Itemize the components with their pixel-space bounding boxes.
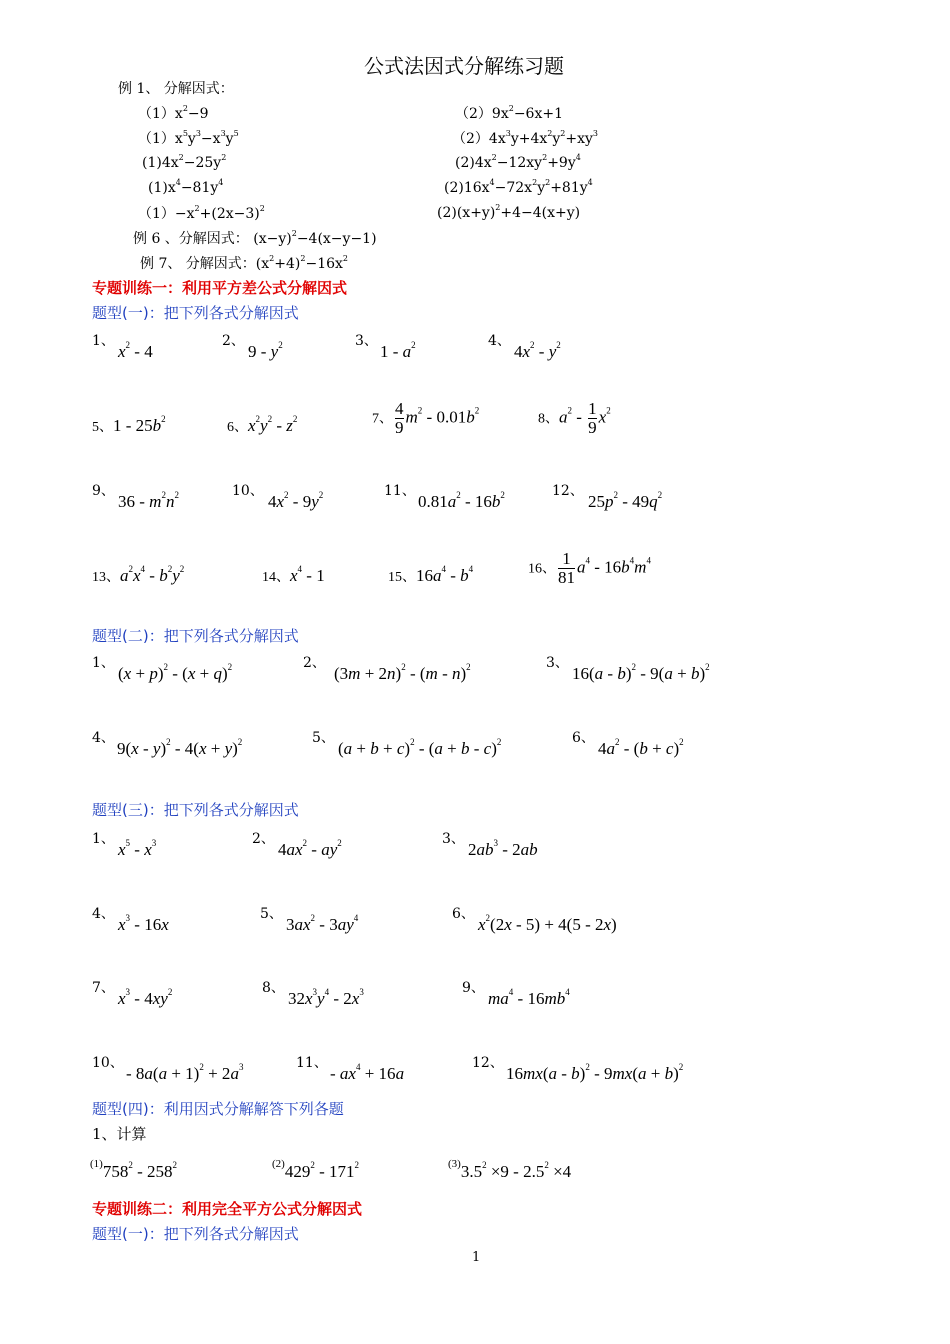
q-number: 1、 xyxy=(92,333,115,349)
question-type-3: 题型(三)：把下列各式分解因式 xyxy=(92,801,299,819)
q-number: 3、 xyxy=(442,831,465,847)
q-number: 7、 xyxy=(92,980,115,996)
expression: $x^5 - x^3$ xyxy=(118,838,157,859)
expression: - $ax^4 + 16a$ xyxy=(330,1062,405,1083)
expression: $2ab^3 - 2ab$ xyxy=(468,838,538,859)
expression: $(a + b + c)^2 - (a + b - c)^2$ xyxy=(338,737,502,758)
q-number: 9、 xyxy=(462,980,485,996)
expression: $4x^2 - y^2$ xyxy=(514,340,561,361)
q13: 13、$a^2x^4 - b^2y^2$ xyxy=(92,564,185,585)
q-number: 5、 xyxy=(312,730,335,746)
example-5-2: $(2)(x+y)^2+4-4(x+y)$ xyxy=(437,203,581,221)
example-2-1: $(1)x^5y^3-x^3y^5$ xyxy=(138,129,239,147)
q16: 16、 $\frac{1}{81}$ $a^4 - 16b^4m^4$ xyxy=(528,549,651,587)
expression: $16(a - b)^2 - 9(a + b)^2$ xyxy=(572,662,710,683)
q15: 15、$16a^4 - b^4$ xyxy=(388,564,474,585)
q7: 7、 $\frac{4}{9}$ $m^2 - 0.01b^2$ xyxy=(372,399,480,437)
q-number: 2、 xyxy=(303,655,326,671)
q-number: 12、 xyxy=(552,483,584,499)
example-6: 例 6 、分解因式： $(x-y)^2-4(x-y-1)$ xyxy=(133,229,377,247)
calc-1: $^{(1)}758^2 - 258^2$ xyxy=(90,1158,177,1181)
expression: $(3m + 2n)^2 - (m - n)^2$ xyxy=(334,662,471,683)
example-4-2: $(2)16x^4-72x^2y^2+81y^4$ xyxy=(444,178,593,196)
expression: $(x + p)^2 - (x + q)^2$ xyxy=(118,662,233,683)
question-type-2: 题型(二)：把下列各式分解因式 xyxy=(92,627,299,645)
example-3-2: $(2)4x^2-12xy^2+9y^4$ xyxy=(455,153,581,171)
page-number: 1 xyxy=(472,1250,481,1265)
expression: $0.81a^2 - 16b^2$ xyxy=(418,490,505,511)
expression: $4ax^2 - ay^2$ xyxy=(278,838,342,859)
q-number: 1、 xyxy=(92,655,115,671)
calc-3: $^{(3)}3.5^2 \times 9 - 2.5^2 \times 4$ xyxy=(448,1158,572,1181)
expression: $x^2(2x - 5) + 4(5 - 2x)$ xyxy=(478,913,617,934)
q-number: 6、 xyxy=(452,906,475,922)
expression: $ma^4 - 16mb^4$ xyxy=(488,987,570,1008)
expression: $16mx(a - b)^2 - 9mx(a + b)^2$ xyxy=(506,1062,684,1083)
expression: $4x^2 - 9y^2$ xyxy=(268,490,324,511)
q-number: 2、 xyxy=(222,333,245,349)
question-type-5: 题型(一)：把下列各式分解因式 xyxy=(92,1225,299,1243)
expression: $36 - m^2n^2$ xyxy=(118,490,179,511)
expression: $3ax^2 - 3ay^4$ xyxy=(286,913,359,934)
expression: $32x^3y^4 - 2x^3$ xyxy=(288,987,364,1008)
calc-2: $^{(2)}429^2 - 171^2$ xyxy=(272,1158,359,1181)
q-number: 10、 xyxy=(232,483,264,499)
question-type-4: 题型(四)：利用因式分解解答下列各题 xyxy=(92,1100,344,1118)
q-number: 4、 xyxy=(92,730,115,746)
q6: 6、$x^2y^2 - z^2$ xyxy=(227,414,298,435)
calc-label: 1、计算 xyxy=(92,1125,147,1143)
section-heading-2: 专题训练二：利用完全平方公式分解因式 xyxy=(92,1200,363,1218)
q-number: 3、 xyxy=(355,333,378,349)
example-5-1: $(1)-x^2+(2x-3)^2$ xyxy=(138,204,265,222)
q-number: 1、 xyxy=(92,831,115,847)
q-number: 8、 xyxy=(262,980,285,996)
expression: $x^3 - 4xy^2$ xyxy=(118,987,173,1008)
page-title: 公式法因式分解练习题 xyxy=(364,54,564,78)
q8: 8、$a^2$ - $\frac{1}{9}$ $x^2$ xyxy=(538,399,611,437)
q5: 5、$1 - 25b^2$ xyxy=(92,414,166,435)
example-7: 例 7、 分解因式：$(x^2+4)^2-16x^2$ xyxy=(140,254,349,272)
expression: $25p^2 - 49q^2$ xyxy=(588,490,663,511)
q-number: 10、 xyxy=(92,1055,124,1071)
q-number: 11、 xyxy=(296,1055,328,1071)
expression: $x^3 - 16x$ xyxy=(118,913,169,934)
q-number: 6、 xyxy=(572,730,595,746)
example-1-2: $(2)9x^2-6x+1$ xyxy=(455,104,563,122)
question-type-1: 题型(一)：把下列各式分解因式 xyxy=(92,304,299,322)
expression: $1 - a^2$ xyxy=(380,340,416,361)
q-number: 2、 xyxy=(252,831,275,847)
section-heading-1: 专题训练一：利用平方差公式分解因式 xyxy=(92,279,348,297)
example-1-label: 例 1、 分解因式： xyxy=(118,81,234,97)
expression: $9(x - y)^2 - 4(x + y)^2$ xyxy=(117,737,243,758)
q-number: 12、 xyxy=(472,1055,504,1071)
q-number: 11、 xyxy=(384,483,416,499)
example-2-2: $(2)4x^3y+4x^2y^2+xy^3$ xyxy=(452,129,599,147)
q-number: 5、 xyxy=(260,906,283,922)
q-number: 4、 xyxy=(488,333,511,349)
expression: $x^2 - 4$ xyxy=(118,340,153,361)
example-3-1: $(1)4x^2-25y^2$ xyxy=(142,153,227,171)
q-number: 3、 xyxy=(546,655,569,671)
q14: 14、$x^4 - 1$ xyxy=(262,564,325,585)
q-number: 9、 xyxy=(92,483,115,499)
q-number: 4、 xyxy=(92,906,115,922)
expression: $4a^2 - (b + c)^2$ xyxy=(598,737,684,758)
expression: $9 - y^2$ xyxy=(248,340,283,361)
example-1-1: $(1)x^2-9$ xyxy=(138,104,209,122)
expression: - $8a(a + 1)^2 + 2a^3$ xyxy=(126,1062,244,1083)
example-4-1: $(1)x^4-81y^4$ xyxy=(148,178,224,196)
